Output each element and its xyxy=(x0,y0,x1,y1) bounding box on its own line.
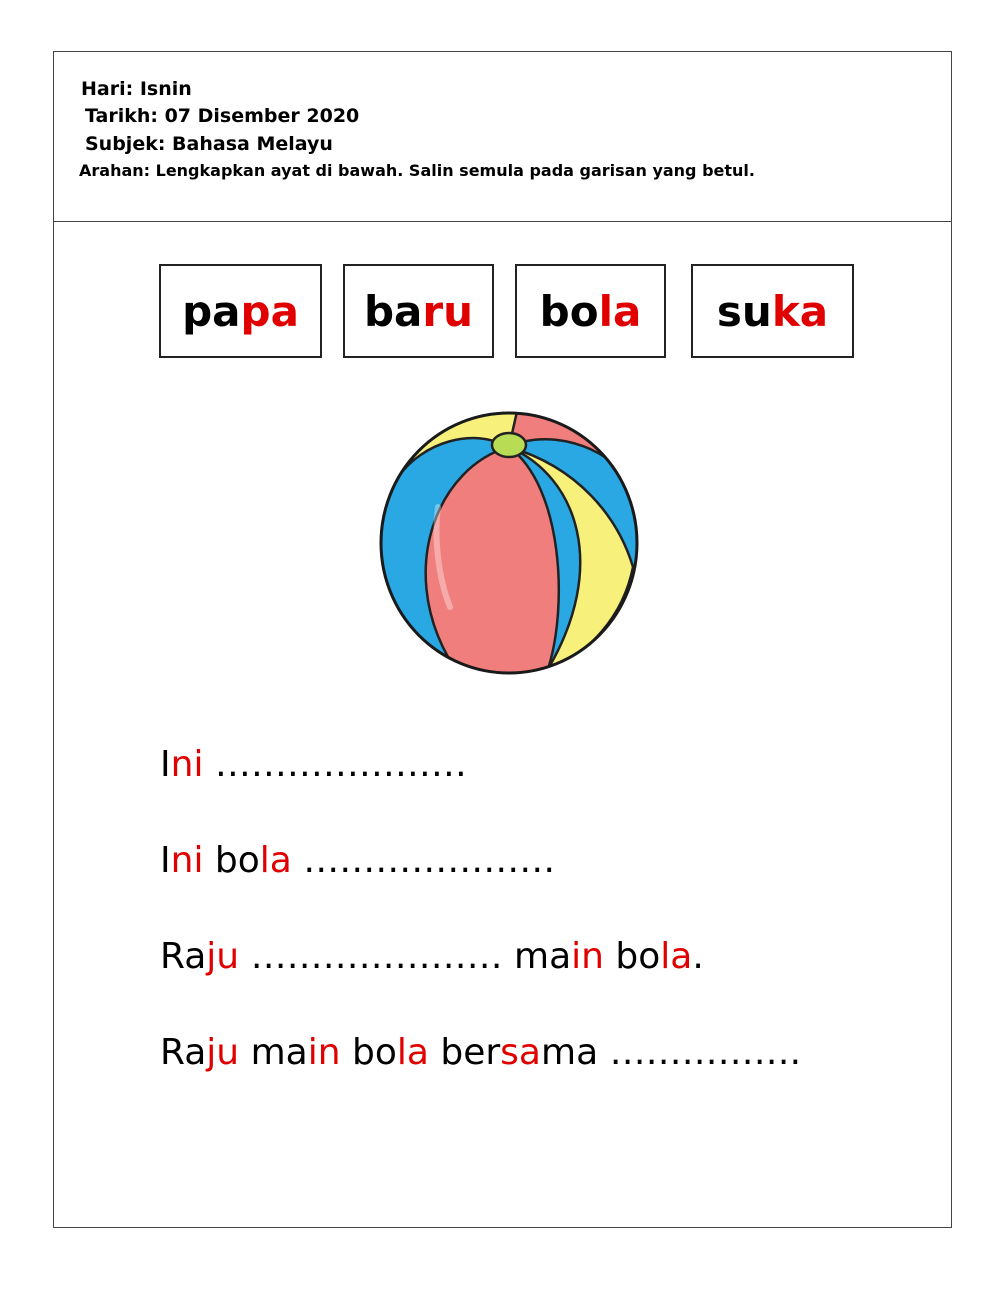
word-card-baru xyxy=(343,264,494,358)
sentence-text: bo xyxy=(603,936,661,977)
answer-blank: ………………… xyxy=(203,744,467,785)
day-label: Hari: Isnin xyxy=(81,78,192,100)
sentence-highlight: in xyxy=(571,936,604,977)
sentence-highlight: ju xyxy=(206,936,240,977)
sentence-text: ber xyxy=(428,1032,501,1073)
sentence-text: I xyxy=(160,744,171,785)
sentence-highlight: la xyxy=(660,936,693,977)
word-part: ba xyxy=(363,286,423,336)
answer-blank: ………………… ma xyxy=(239,936,572,977)
sentence-text: bo xyxy=(340,1032,397,1073)
sentence-2 xyxy=(160,840,555,881)
sentence-text: Ra xyxy=(160,936,207,977)
answer-blank: ………………… xyxy=(291,840,556,881)
word-part: bo xyxy=(539,286,599,336)
sentence-text: bo xyxy=(203,840,260,881)
sentence-text: Ra xyxy=(160,1032,207,1073)
date-label: Tarikh: 07 Disember 2020 xyxy=(85,105,360,127)
word-part-highlight: ka xyxy=(771,286,829,336)
word-part: su xyxy=(716,286,772,336)
worksheet-header xyxy=(54,52,951,222)
sentence-highlight: la xyxy=(259,840,292,881)
word-card-suka xyxy=(691,264,854,358)
word-card-bola xyxy=(515,264,666,358)
beach-ball-illustration xyxy=(378,407,640,675)
instruction-label: Arahan: Lengkapkan ayat di bawah. Salin semula pada garisan yang betul. xyxy=(79,161,755,180)
sentence-highlight: sa xyxy=(500,1032,541,1073)
word-part-highlight: la xyxy=(598,286,642,336)
word-part: pa xyxy=(182,286,241,336)
worksheet xyxy=(53,51,952,1228)
answer-blank: ma ……………. xyxy=(541,1032,802,1073)
sentence-highlight: ni xyxy=(170,744,204,785)
word-part-highlight: pa xyxy=(240,286,299,336)
subject-label: Subjek: Bahasa Melayu xyxy=(85,133,333,155)
sentence-4 xyxy=(160,1032,801,1073)
sentence-text: . xyxy=(692,936,704,977)
word-part-highlight: ru xyxy=(422,286,474,336)
sentence-highlight: in xyxy=(307,1032,341,1073)
sentence-highlight: ju xyxy=(206,1032,240,1073)
word-card-papa xyxy=(159,264,322,358)
sentence-text: ma xyxy=(239,1032,308,1073)
sentence-highlight: la xyxy=(396,1032,429,1073)
sentence-text: I xyxy=(160,840,171,881)
sentence-3 xyxy=(160,936,704,977)
sentence-1 xyxy=(160,744,467,785)
sentence-highlight: ni xyxy=(170,840,204,881)
